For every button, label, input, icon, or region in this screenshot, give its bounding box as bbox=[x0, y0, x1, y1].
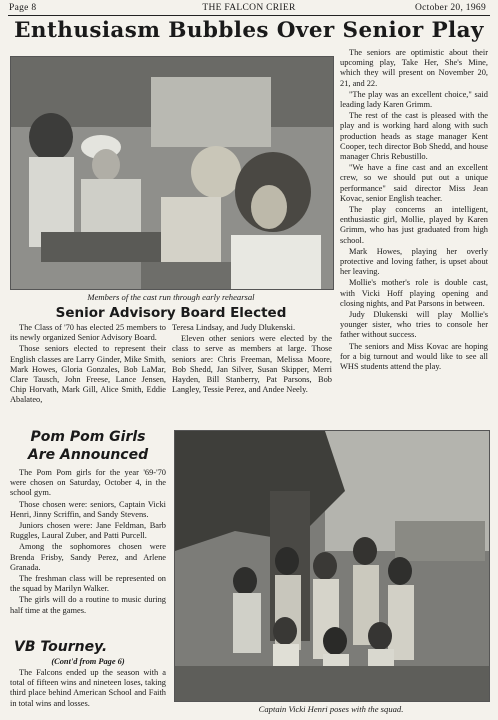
advisory-column-2 bbox=[172, 323, 332, 396]
masthead-rule bbox=[8, 15, 490, 16]
article-paragraph: The freshman class will be represented on the squad by Marilyn Walker. bbox=[10, 574, 166, 594]
rehearsal-photo-image bbox=[11, 57, 333, 289]
issue-date: October 20, 1969 bbox=[414, 3, 486, 13]
squad-photo-image bbox=[175, 431, 489, 701]
article-paragraph: Those seniors elected to represent their English classes are Larry Ginder, Mike Smith, Mark Howes, Gloria Gonzales, Bob LaMar, Clare Tausch, John Freese, Lance Jensen, Chip Horvath, Mark Gill, Alice Smith, Eddie Abalateo, bbox=[10, 344, 166, 405]
rehearsal-caption: Members of the cast run through early rehearsal bbox=[87, 292, 255, 302]
article-paragraph: The play concerns an intelligent, enthusiastic girl, Mollie, played by Karen Grimm, who has just graduated from high school. bbox=[340, 205, 488, 245]
advisory-headline: Senior Advisory Board Elected bbox=[55, 305, 287, 321]
pompom-headline-line1: Pom Pom Girls bbox=[30, 429, 146, 445]
article-paragraph: Teresa Lindsay, and Judy Dlukenski. bbox=[172, 323, 296, 332]
pompom-article bbox=[10, 468, 166, 617]
squad-caption: Captain Vicki Henri poses with the squad. bbox=[258, 704, 404, 714]
article-paragraph: The Falcons ended up the season with a total of fifteen wins and nineteen loses, taking third place behind American School and Faith in total wins and losses. bbox=[10, 668, 166, 708]
article-paragraph: Among the sophomores chosen were Brenda Frisby, Sandy Perez, and Arlene Granada. bbox=[10, 542, 166, 572]
article-paragraph: "We have a fine cast and an excellent crew, so we should put out a unique performance" said director Miss Jean Kovac, senior English teacher. bbox=[340, 163, 488, 203]
vb-continued: (Cont'd from Page 6) bbox=[51, 657, 125, 666]
article-paragraph: The rest of the cast is pleased with the play and is working hard along with such production heads as stage manager Kent Cooper, tech director Bob Shedd, and house manager Chris Rebustillo. bbox=[340, 111, 488, 162]
article-paragraph: The Class of '70 has elected 25 members to its newly organized Senior Advisory Board. bbox=[10, 323, 166, 343]
page-headline: Enthusiasm Bubbles Over Senior Play bbox=[14, 18, 484, 43]
article-paragraph: The girls will do a routine to music during half time at the games. bbox=[10, 595, 166, 615]
vb-headline: VB Tourney. bbox=[14, 639, 108, 655]
squad-photo bbox=[174, 430, 490, 702]
article-paragraph: Judy Dlukenski will play Mollie's younger sister, who tries to console her father without success. bbox=[340, 310, 488, 340]
newspaper-name: THE FALCON CRIER bbox=[202, 3, 296, 13]
senior-play-article bbox=[340, 48, 488, 373]
rehearsal-photo bbox=[10, 56, 334, 290]
vb-article bbox=[10, 668, 166, 710]
advisory-column-1 bbox=[10, 323, 166, 407]
article-paragraph: Mollie's mother's role is double cast, with Vicki Hoff playing opening and closing nights, and Pat Parsons in between. bbox=[340, 278, 488, 308]
page-number: Page 8 bbox=[9, 3, 37, 13]
article-paragraph: Juniors chosen were: Jane Feldman, Barb Ruggles, Laural Zuber, and Patti Purcell. bbox=[10, 521, 166, 541]
article-paragraph: The seniors are optimistic about their upcoming play, Take Her, She's Mine, which they will present on November 20, 21, and 22. bbox=[340, 48, 488, 88]
article-paragraph: The Pom Pom girls for the year '69-'70 were chosen on Saturday, October 4, in the school gym. bbox=[10, 468, 166, 498]
article-paragraph: Those chosen were: seniors, Captain Vicki Henri, Jinny Scriffin, and Sandy Stevens. bbox=[10, 499, 166, 519]
article-paragraph: Eleven other seniors were elected by the class to serve as members at large. Those seniors are: Chris Freeman, Melissa Moore, Bob Shedd, Jan Silver, Susan Skipper, Merri Hayden, Bill Stanberry, Pat Parsons, Bob Langley, Tessie Perez, and Andee Neely. bbox=[172, 334, 332, 395]
article-paragraph: The seniors and Miss Kovac are hoping for a big turnout and would like to see all WHS students attend the play. bbox=[340, 341, 488, 372]
article-paragraph: Mark Howes, playing her overly protective and loving father, is upset about her leaving. bbox=[340, 246, 488, 277]
article-paragraph: "The play was an excellent choice," said leading lady Karen Grimm. bbox=[340, 89, 488, 110]
pompom-headline-line2: Are Announced bbox=[27, 447, 149, 463]
